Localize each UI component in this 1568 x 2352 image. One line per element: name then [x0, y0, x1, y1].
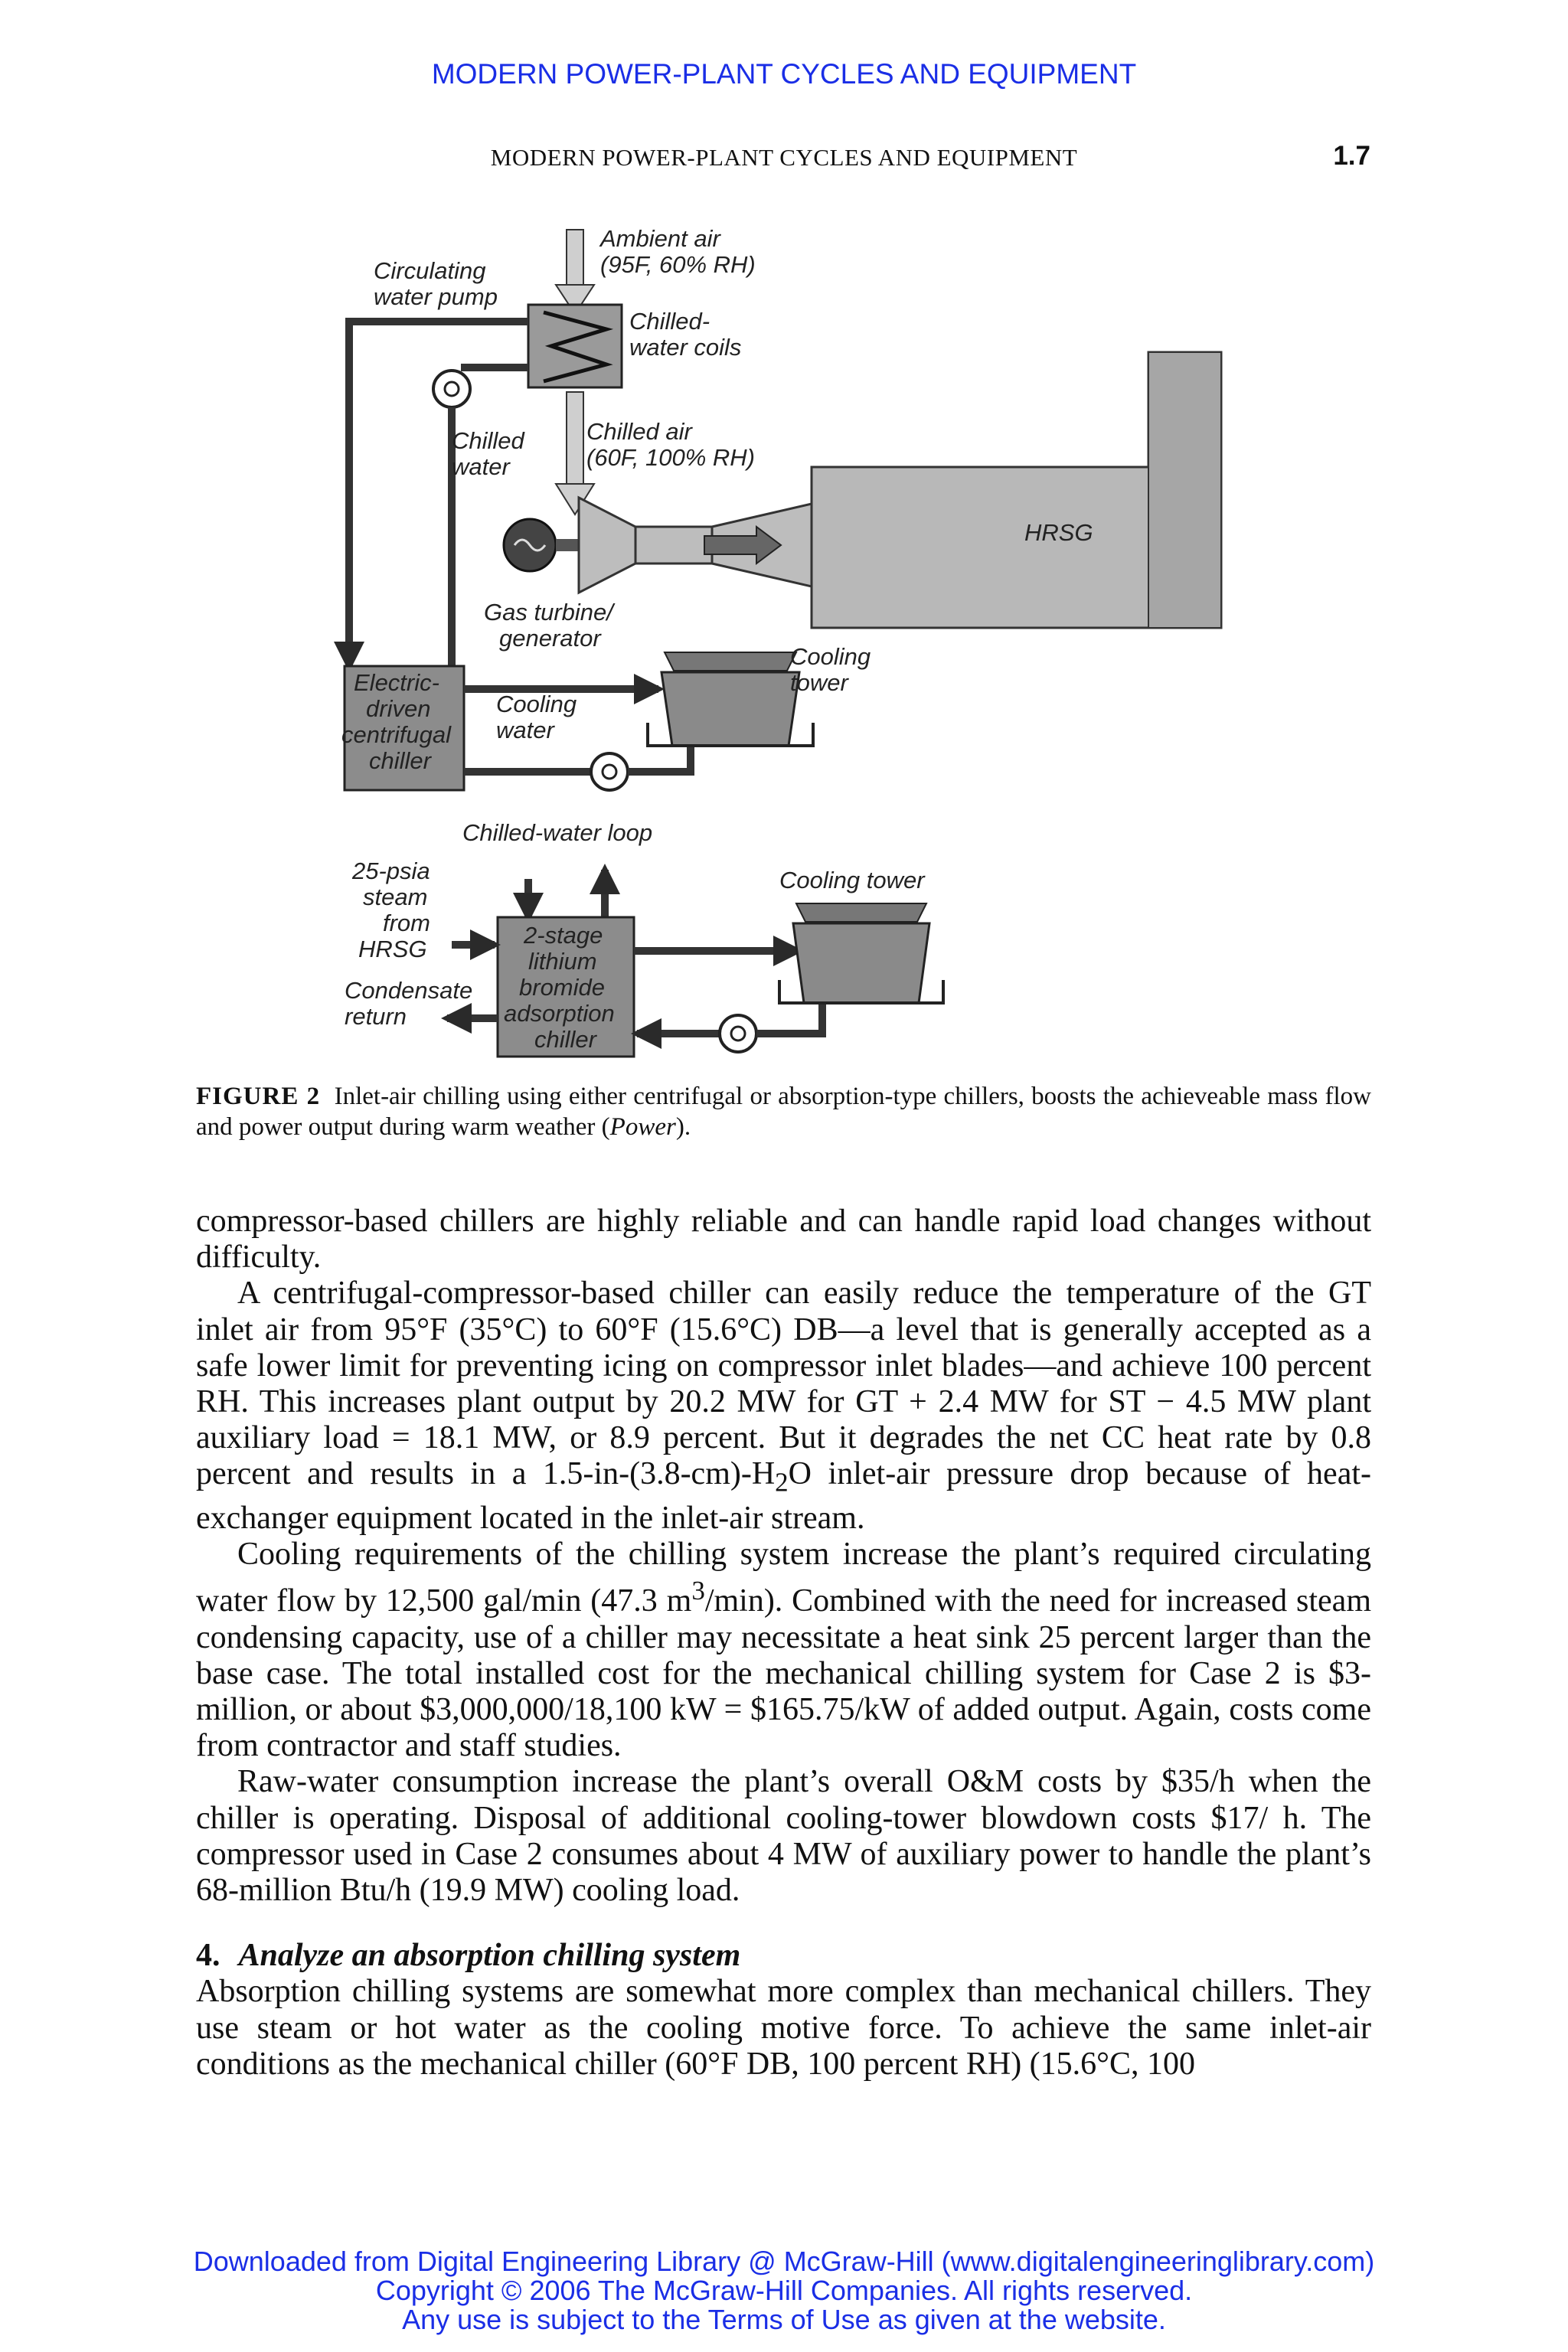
label-ambient-air-conditions: (95F, 60% RH)	[600, 251, 756, 278]
m3-superscript: 3	[691, 1576, 705, 1606]
download-banner: MODERN POWER-PLANT CYCLES AND EQUIPMENT	[431, 58, 1137, 90]
figure-label: FIGURE 2	[196, 1083, 321, 1110]
label-25-psia: 25-psia	[352, 858, 430, 884]
chilled-water-coils	[528, 305, 622, 387]
label-hrsg: HRSG	[1024, 519, 1093, 546]
paragraph-3-text: Cooling requirements of the chilling system increase the plant’s required circulating water flow by 12,500 gal/min (47.3 m	[196, 1537, 1371, 1619]
label-driven: driven	[366, 695, 431, 722]
absorption-cooling-pump	[720, 1015, 756, 1052]
label-tower: tower	[790, 669, 848, 696]
caption-source: Power	[609, 1113, 676, 1141]
section-heading	[196, 1938, 1371, 1974]
label-cooling-water: Cooling	[496, 691, 577, 717]
paragraph-5: Absorption chilling systems are somewhat more complex than mechanical chillers. They use steam or hot water as the cooling motive force. To achieve the same inlet-air conditions as the mechanical chiller (60°F DB, 100 percent RH) (15.6°C, 100	[196, 1974, 1371, 2082]
label-water-pump: water pump	[374, 283, 498, 310]
label-cooling: Cooling	[790, 643, 871, 670]
figure-2-diagram	[322, 214, 1279, 1072]
paragraph-3-text-end: /min). Combined with the need for increased steam condensing capacity, use of a chiller may necessitate a heat sink 25 percent larger than the base case. The total installed cost for the mechanical chilling system for Case 2 is $3-million, or about $3,000,000/18,100 kW = $165.75/kW of added output. Again, costs come from contractor and staff studies.	[196, 1583, 1371, 1764]
label-chilled-water-loop: Chilled-water loop	[462, 819, 653, 846]
label-lithium: lithium	[528, 948, 597, 975]
ambient-air-arrow	[556, 230, 594, 314]
circulating-water-pump	[433, 371, 470, 407]
page-number: 1.7	[1333, 141, 1370, 171]
label-condensate: Condensate	[345, 977, 473, 1004]
label-hrsg-steam: HRSG	[358, 936, 427, 962]
label-chilled-air-conditions: (60F, 100% RH)	[586, 444, 755, 471]
footer-terms[interactable]: Any use is subject to the Terms of Use as given at the website.	[402, 2304, 1166, 2335]
caption-end: ).	[675, 1113, 691, 1141]
caption-text: Inlet-air chilling using either centrifugal or absorption-type chillers, boosts the achieveable mass flow and power output during warm weather (	[196, 1083, 1372, 1141]
cooling-tower-top	[648, 652, 813, 746]
paragraph-2-text-end: O inlet-air pressure drop because of heat-exchanger equipment located in the inlet-air stream.	[196, 1456, 1372, 1537]
label-return: return	[345, 1003, 407, 1030]
label-cooling-water-2: water	[496, 717, 554, 743]
body-text	[196, 1204, 1371, 2082]
label-gas-turbine: Gas turbine/	[484, 599, 613, 626]
label-chiller: chiller	[369, 747, 431, 774]
section-title: Analyze an absorption chilling system	[238, 1938, 741, 1974]
paragraph-3	[196, 1537, 1371, 1764]
footer-notice	[0, 2247, 1568, 2334]
label-2-stage: 2-stage	[524, 922, 603, 949]
h2o-subscript: 2	[775, 1467, 789, 1498]
label-water-coils: water coils	[629, 334, 742, 361]
label-from: from	[383, 910, 430, 936]
label-centrifugal: centrifugal	[341, 721, 452, 748]
label-adsorption: adsorption	[504, 1000, 615, 1027]
paragraph-2-text: A centrifugal-compressor-based chiller can easily reduce the temperature of the GT inlet air from 95°F (35°C) to 60°F (15.6°C) DB—a level that is generally accepted as a safe lower limit for preventing icing on compressor inlet blades—and achieve 100 percent RH. This increases plant output by 20.2 MW for GT + 2.4 MW for ST − 4.5 MW plant auxiliary load = 18.1 MW, or 8.9 percent. But it degrades the net CC heat rate by 0.8 percent and results in a 1.5-in-(3.8-cm)-H	[196, 1276, 1371, 1492]
paragraph-2	[196, 1276, 1371, 1537]
pipe-tower-to-pump-b	[756, 1003, 822, 1034]
paragraph-1: compressor-based chillers are highly reliable and can handle rapid load changes without difficulty.	[196, 1204, 1371, 1276]
footer-copyright: Copyright © 2006 The McGraw-Hill Companies. All rights reserved.	[375, 2275, 1193, 2306]
gas-turbine	[579, 498, 812, 593]
label-ambient-air: Ambient air	[600, 225, 720, 252]
generator	[504, 519, 579, 571]
paragraph-4: Raw-water consumption increase the plant’s overall O&M costs by $35/h when the chiller is operating. Disposal of additional cooling-tower blowdown costs $17/ h. The compressor used in Case 2 consumes about 4 MW of auxiliary power to handle the plant’s 68-million Btu/h (19.9 MW) cooling load.	[196, 1764, 1371, 1909]
label-chilled-air: Chilled air	[586, 418, 692, 445]
label-generator: generator	[499, 625, 601, 652]
cooling-water-pump	[591, 753, 628, 790]
footer-download-link[interactable]: Downloaded from Digital Engineering Library @ McGraw-Hill (www.digitalengineeringlibrary.com)	[193, 2246, 1375, 2277]
label-absorb-chiller: chiller	[534, 1026, 596, 1053]
label-chilled-dash: Chilled-	[629, 308, 710, 335]
label-steam: steam	[363, 884, 428, 910]
running-head: MODERN POWER-PLANT CYCLES AND EQUIPMENT	[490, 144, 1078, 171]
hrsg	[812, 352, 1221, 628]
label-electric: Electric-	[354, 669, 439, 696]
cooling-tower-bottom	[779, 903, 943, 1003]
label-water: water	[452, 453, 510, 480]
pipe-tower-to-pump	[628, 744, 691, 772]
label-bromide: bromide	[519, 974, 605, 1001]
figure-caption	[196, 1081, 1371, 1142]
label-chilled: Chilled	[452, 427, 524, 454]
section-number: 4.	[196, 1938, 220, 1974]
label-circulating: Circulating	[374, 257, 486, 284]
label-cooling-tower-b: Cooling tower	[779, 867, 925, 893]
